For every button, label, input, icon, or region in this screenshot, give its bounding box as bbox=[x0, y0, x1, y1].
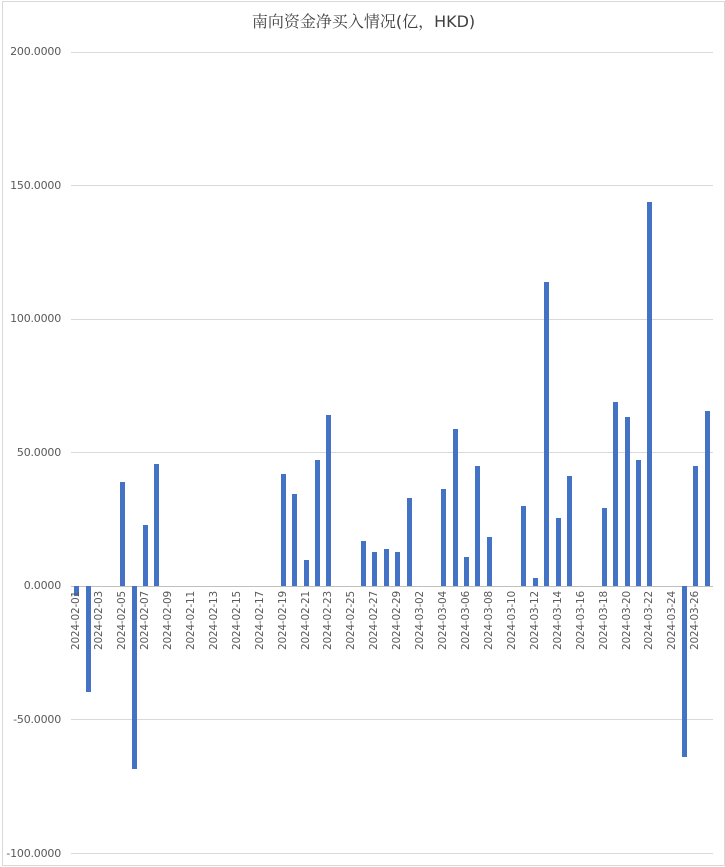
x-axis-label: 2024-02-29 bbox=[391, 591, 404, 651]
x-axis-label: 2024-02-11 bbox=[184, 591, 197, 651]
gridline bbox=[71, 52, 713, 53]
bar-2024-03-25 bbox=[682, 586, 687, 757]
bar-2024-02-28 bbox=[384, 549, 389, 586]
bar-2024-03-07 bbox=[475, 466, 480, 586]
gridline bbox=[71, 319, 713, 320]
bar-2024-03-13 bbox=[544, 282, 549, 586]
x-axis-label: 2024-03-04 bbox=[437, 591, 450, 651]
bar-2024-03-08 bbox=[487, 537, 492, 586]
chart-title: 南向资金净买入情况(亿，HKD) bbox=[251, 12, 476, 31]
bar-2024-02-05 bbox=[120, 482, 125, 586]
x-axis-label: 2024-02-25 bbox=[345, 591, 358, 651]
bar-2024-03-26 bbox=[693, 466, 698, 586]
y-axis-label: 50.0000 bbox=[16, 445, 61, 459]
x-axis-label: 2024-02-13 bbox=[207, 591, 220, 651]
x-axis-label: 2024-03-24 bbox=[666, 591, 679, 651]
bar-2024-02-20 bbox=[292, 494, 297, 586]
bar-2024-02-08 bbox=[154, 464, 159, 587]
bar-2024-03-06 bbox=[464, 557, 469, 586]
x-axis-label: 2024-02-15 bbox=[230, 591, 243, 651]
y-axis-label: 200.0000 bbox=[10, 45, 61, 59]
bar-2024-02-19 bbox=[281, 474, 286, 586]
bar-2024-02-27 bbox=[372, 552, 377, 587]
bar-2024-02-21 bbox=[304, 560, 309, 587]
x-axis-label: 2024-03-08 bbox=[482, 591, 495, 651]
x-axis-label: 2024-02-27 bbox=[368, 591, 381, 651]
x-axis-label: 2024-03-16 bbox=[574, 591, 587, 651]
gridline bbox=[71, 719, 713, 720]
x-axis-label: 2024-02-09 bbox=[161, 591, 174, 651]
chart-container bbox=[2, 1, 725, 866]
x-axis-label: 2024-03-10 bbox=[505, 591, 518, 651]
x-axis-label: 2024-02-03 bbox=[93, 591, 106, 651]
x-axis-label: 2024-02-05 bbox=[116, 591, 129, 651]
x-axis-label: 2024-03-02 bbox=[414, 591, 427, 651]
x-axis-label: 2024-03-22 bbox=[643, 591, 656, 651]
y-axis-label: -50.0000 bbox=[13, 712, 61, 726]
bar-2024-02-29 bbox=[395, 552, 400, 587]
bar-2024-02-02 bbox=[86, 586, 91, 692]
bar-2024-03-14 bbox=[556, 518, 561, 586]
y-axis-label: 0.0000 bbox=[23, 579, 61, 593]
bar-2024-03-15 bbox=[567, 476, 572, 587]
x-axis-label: 2024-03-14 bbox=[551, 591, 564, 651]
bar-2024-02-23 bbox=[326, 415, 331, 586]
x-axis-label: 2024-03-12 bbox=[528, 591, 541, 651]
x-axis-label: 2024-02-19 bbox=[276, 591, 289, 651]
y-axis-label: -100.0000 bbox=[6, 846, 61, 860]
bar-2024-03-19 bbox=[613, 402, 618, 586]
bar-2024-03-01 bbox=[407, 498, 412, 586]
x-axis-label: 2024-02-07 bbox=[139, 591, 152, 651]
x-axis-label: 2024-03-26 bbox=[689, 591, 702, 651]
x-axis-label: 2024-02-21 bbox=[299, 591, 312, 651]
bar-2024-03-12 bbox=[533, 578, 538, 586]
bar-2024-03-18 bbox=[602, 508, 607, 587]
bar-2024-03-11 bbox=[521, 506, 526, 586]
bar-2024-03-20 bbox=[625, 417, 630, 587]
bar-2024-03-22 bbox=[647, 202, 652, 587]
x-axis-label: 2024-02-23 bbox=[322, 591, 335, 651]
x-axis-label: 2024-03-18 bbox=[597, 591, 610, 651]
bar-2024-03-04 bbox=[441, 489, 446, 586]
plot-area bbox=[3, 2, 724, 865]
x-axis-label: 2024-03-06 bbox=[460, 591, 473, 651]
gridline bbox=[71, 185, 713, 186]
x-axis-label: 2024-02-01 bbox=[70, 591, 83, 651]
y-axis-label: 150.0000 bbox=[10, 178, 61, 192]
bar-2024-03-21 bbox=[636, 460, 641, 587]
x-axis-label: 2024-03-20 bbox=[620, 591, 633, 651]
bar-2024-02-22 bbox=[315, 460, 320, 587]
bar-2024-02-26 bbox=[361, 541, 366, 586]
bar-2024-03-05 bbox=[453, 429, 458, 587]
y-axis-label: 100.0000 bbox=[10, 312, 61, 326]
bar-2024-02-07 bbox=[143, 525, 148, 586]
bar-2024-02-06 bbox=[132, 586, 137, 769]
x-axis-label: 2024-02-17 bbox=[253, 591, 266, 651]
bar-2024-03-27 bbox=[705, 411, 710, 586]
gridline bbox=[71, 853, 713, 854]
